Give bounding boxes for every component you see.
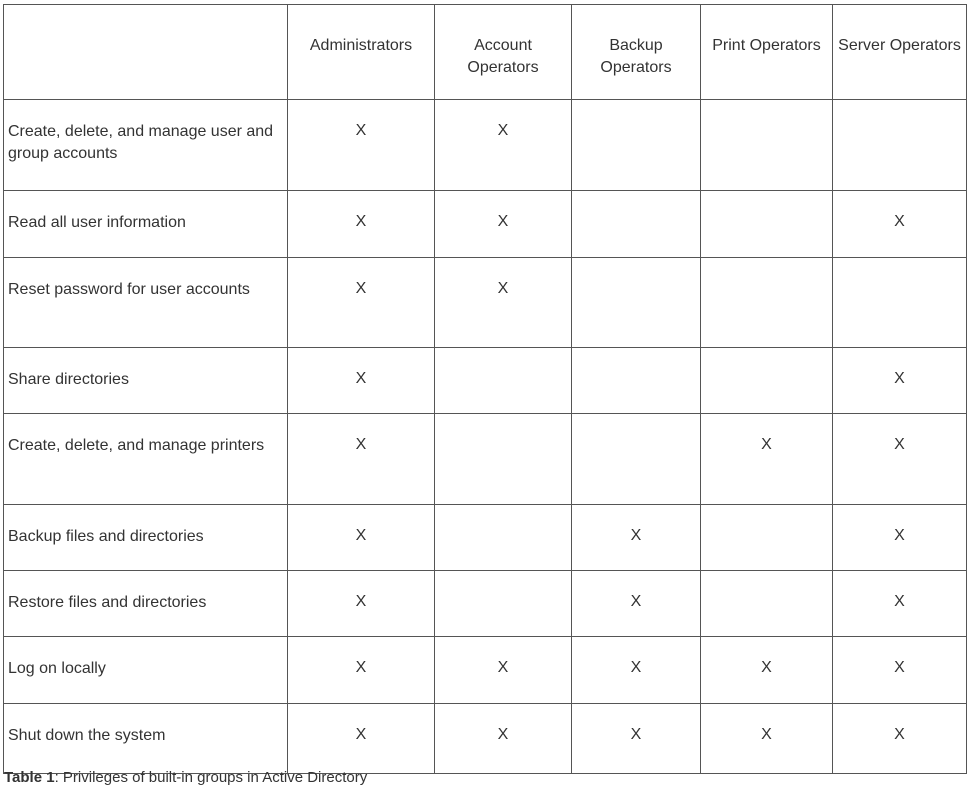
column-header-administrators: Administrators	[288, 5, 435, 100]
mark-cell: X	[572, 571, 701, 637]
row-label: Backup files and directories	[4, 505, 288, 571]
table-row	[4, 704, 967, 774]
row-label: Shut down the system	[4, 704, 288, 774]
caption-separator: :	[54, 769, 63, 786]
mark-cell	[572, 258, 701, 348]
row-label: Restore files and directories	[4, 571, 288, 637]
caption-text: Privileges of built-in groups in Active Directory	[62, 769, 368, 786]
table-row	[4, 571, 967, 637]
mark-cell: X	[288, 348, 435, 414]
mark-cell: X	[833, 704, 967, 774]
table-row	[4, 100, 967, 191]
row-label: Reset password for user accounts	[4, 258, 288, 348]
privileges-table	[3, 4, 967, 774]
mark-cell: X	[701, 637, 833, 704]
mark-cell: X	[833, 505, 967, 571]
mark-cell: X	[701, 704, 833, 774]
mark-cell: X	[288, 704, 435, 774]
row-label: Share directories	[4, 348, 288, 414]
mark-cell	[701, 191, 833, 258]
mark-cell: X	[288, 505, 435, 571]
mark-cell: X	[288, 414, 435, 505]
mark-cell: X	[572, 637, 701, 704]
mark-cell	[701, 258, 833, 348]
mark-cell: X	[833, 191, 967, 258]
mark-cell	[701, 505, 833, 571]
mark-cell: X	[288, 258, 435, 348]
mark-cell: X	[833, 348, 967, 414]
mark-cell: X	[435, 704, 572, 774]
row-label: Create, delete, and manage user and group accounts	[4, 100, 288, 191]
corner-header-cell	[4, 5, 288, 100]
table-row	[4, 637, 967, 704]
mark-cell	[435, 414, 572, 505]
mark-cell	[833, 258, 967, 348]
mark-cell	[572, 348, 701, 414]
column-header-account-operators: Account Operators	[435, 5, 572, 100]
mark-cell	[833, 100, 967, 191]
mark-cell: X	[435, 258, 572, 348]
table-row	[4, 414, 967, 505]
mark-cell: X	[288, 637, 435, 704]
mark-cell: X	[833, 414, 967, 505]
column-header-backup-operators: Backup Operators	[572, 5, 701, 100]
mark-cell	[435, 348, 572, 414]
mark-cell	[572, 414, 701, 505]
mark-cell	[701, 571, 833, 637]
caption-label: Table 1	[4, 769, 55, 786]
mark-cell: X	[435, 100, 572, 191]
mark-cell: X	[288, 571, 435, 637]
column-header-print-operators: Print Operators	[701, 5, 833, 100]
mark-cell: X	[435, 191, 572, 258]
mark-cell: X	[435, 637, 572, 704]
mark-cell: X	[833, 571, 967, 637]
column-header-server-operators: Server Operators	[833, 5, 967, 100]
mark-cell	[701, 348, 833, 414]
mark-cell: X	[288, 100, 435, 191]
mark-cell	[435, 571, 572, 637]
mark-cell	[572, 191, 701, 258]
row-label: Create, delete, and manage printers	[4, 414, 288, 505]
table-row	[4, 348, 967, 414]
mark-cell: X	[288, 191, 435, 258]
mark-cell: X	[572, 704, 701, 774]
mark-cell	[701, 100, 833, 191]
mark-cell	[572, 100, 701, 191]
mark-cell	[435, 505, 572, 571]
mark-cell: X	[572, 505, 701, 571]
mark-cell: X	[833, 637, 967, 704]
row-label: Read all user information	[4, 191, 288, 258]
row-label: Log on locally	[4, 637, 288, 704]
table-caption	[4, 769, 367, 787]
table-row	[4, 505, 967, 571]
table-row	[4, 258, 967, 348]
header-row	[4, 5, 967, 100]
table-row	[4, 191, 967, 258]
mark-cell: X	[701, 414, 833, 505]
